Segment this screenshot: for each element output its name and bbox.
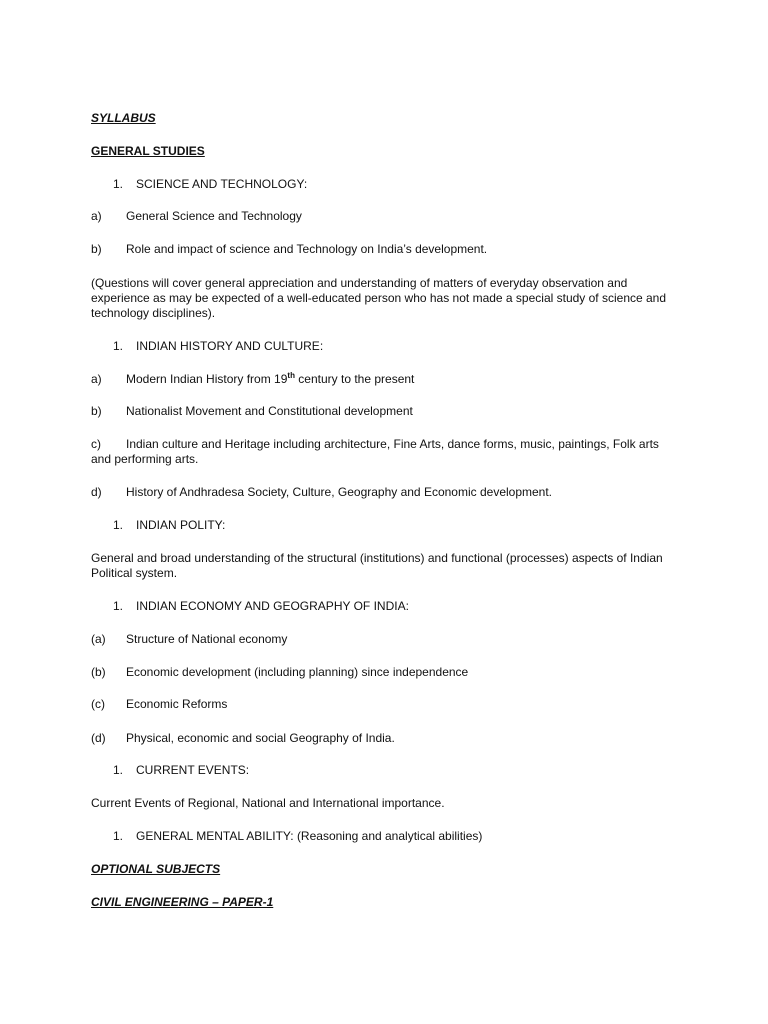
current-events-text: Current Events of Regional, National and International importance. xyxy=(91,796,445,810)
list-item: (b) Economic development (including planning) since independence xyxy=(91,665,469,679)
section-economy-title: 1. INDIAN ECONOMY AND GEOGRAPHY OF INDIA: xyxy=(113,599,409,613)
polity-text: General and broad understanding of the structural (institutions) and functional (processes) aspects of Indian Political system. xyxy=(91,551,663,580)
section-polity-title: 1. INDIAN POLITY: xyxy=(113,518,226,532)
list-item: b) Role and impact of science and Technology on India’s development. xyxy=(91,242,488,256)
list-item: (d) Physical, economic and social Geography of India. xyxy=(91,731,395,745)
section-mental-ability-title: 1. GENERAL MENTAL ABILITY: (Reasoning and analytical abilities) xyxy=(113,829,483,843)
heading-general-studies: GENERAL STUDIES xyxy=(91,144,205,158)
heading-optional-subjects: OPTIONAL SUBJECTS xyxy=(91,862,221,876)
list-item: a) General Science and Technology xyxy=(91,209,302,223)
section-science-title: 1. SCIENCE AND TECHNOLOGY: xyxy=(113,177,308,191)
list-item: a) Modern Indian History from 19th century to the present xyxy=(91,371,415,386)
list-item: (a) Structure of National economy xyxy=(91,632,288,646)
science-note: (Questions will cover general appreciation and understanding of matters of everyday observation and experience as may be expected of a well-educated person who has not made a special study of science and technology disciplines). xyxy=(91,276,667,320)
heading-civil-engineering: CIVIL ENGINEERING – PAPER-1 xyxy=(91,895,274,909)
list-item: b) Nationalist Movement and Constitutional development xyxy=(91,404,413,418)
section-current-events-title: 1. CURRENT EVENTS: xyxy=(113,763,250,777)
section-history-title: 1. INDIAN HISTORY AND CULTURE: xyxy=(113,339,324,353)
list-item: d) History of Andhradesa Society, Culture, Geography and Economic development. xyxy=(91,485,553,499)
list-item: c) Indian culture and Heritage including architecture, Fine Arts, dance forms, music, paintings, Folk arts and performing arts. xyxy=(91,437,659,466)
list-item: (c) Economic Reforms xyxy=(91,697,228,711)
heading-syllabus: SYLLABUS xyxy=(91,111,156,125)
